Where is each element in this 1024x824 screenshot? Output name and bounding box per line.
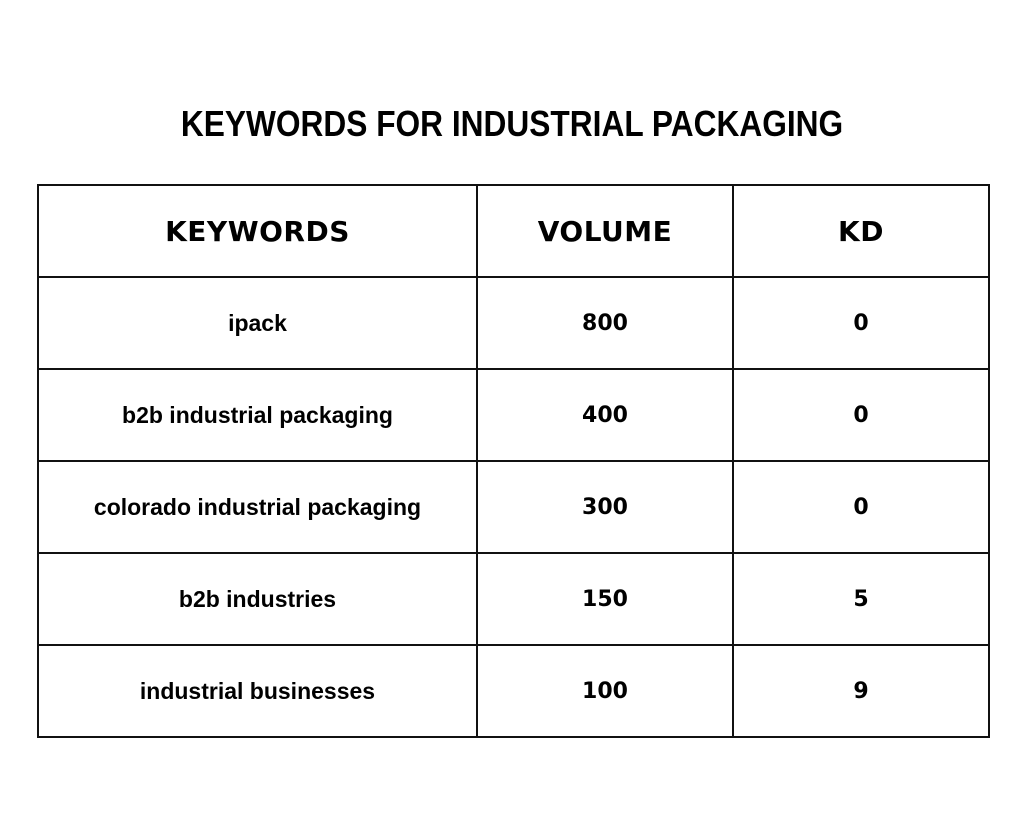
table-row <box>38 277 989 369</box>
volume-cell: 100 <box>477 645 733 737</box>
keyword-cell: colorado industrial packaging <box>38 461 477 553</box>
table-row <box>38 369 989 461</box>
keyword-cell: industrial businesses <box>38 645 477 737</box>
kd-cell: 0 <box>733 369 989 461</box>
kd-cell: 9 <box>733 645 989 737</box>
kd-cell: 5 <box>733 553 989 645</box>
keyword-cell: b2b industrial packaging <box>38 369 477 461</box>
keywords-table <box>37 184 990 738</box>
table-row <box>38 461 989 553</box>
column-header-volume: VOLUME <box>477 185 733 277</box>
volume-cell: 150 <box>477 553 733 645</box>
volume-cell: 300 <box>477 461 733 553</box>
column-header-kd: KD <box>733 185 989 277</box>
kd-cell: 0 <box>733 277 989 369</box>
table-row <box>38 553 989 645</box>
keyword-cell: b2b industries <box>38 553 477 645</box>
table-title: KEYWORDS FOR INDUSTRIAL PACKAGING <box>180 103 844 144</box>
kd-cell: 0 <box>733 461 989 553</box>
keyword-cell: ipack <box>38 277 477 369</box>
column-header-keywords: KEYWORDS <box>38 185 477 277</box>
table-header-row <box>38 185 989 277</box>
volume-cell: 800 <box>477 277 733 369</box>
table-row <box>38 645 989 737</box>
volume-cell: 400 <box>477 369 733 461</box>
